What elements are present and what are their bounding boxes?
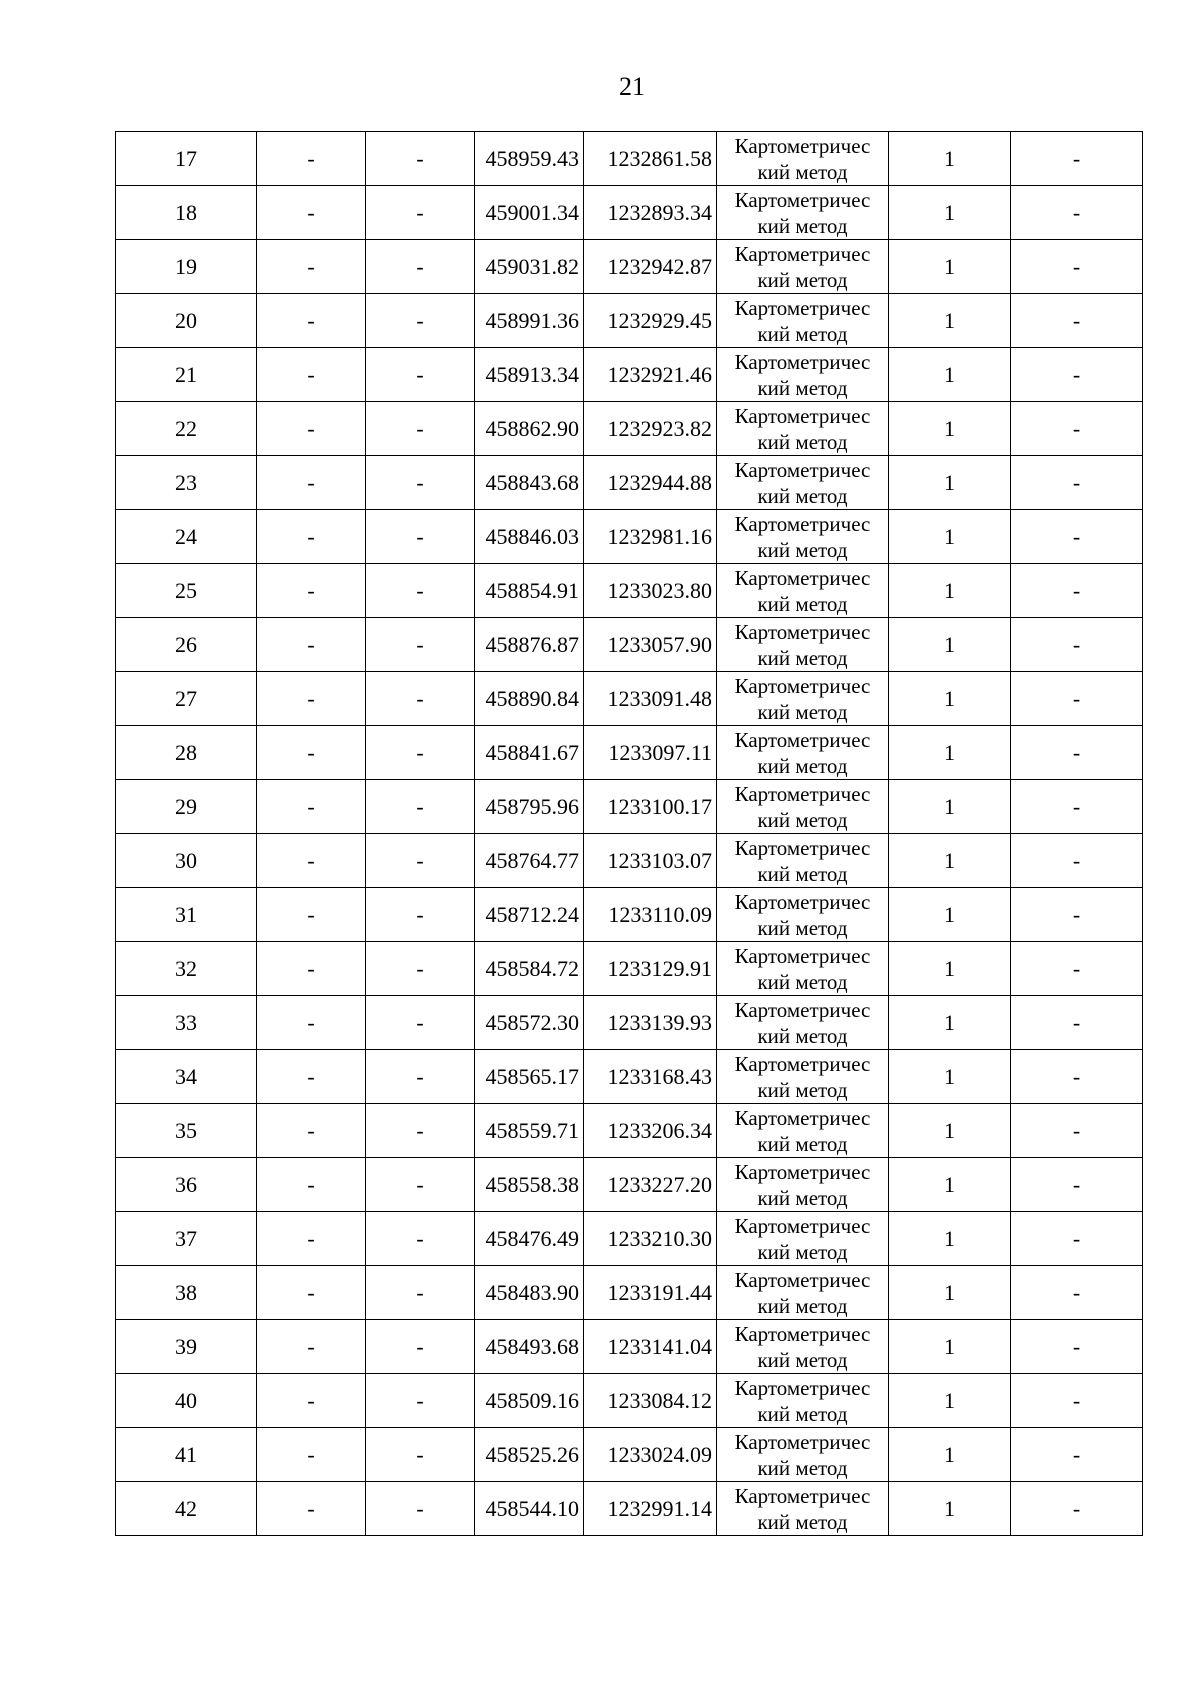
column-8-cell: - — [1011, 780, 1143, 834]
y-coordinate-cell: 1233024.09 — [584, 1428, 717, 1482]
y-coordinate-cell: 1232929.45 — [584, 294, 717, 348]
column-3-cell: - — [366, 240, 475, 294]
column-8-cell: - — [1011, 564, 1143, 618]
x-coordinate-cell: 458559.71 — [475, 1104, 584, 1158]
x-coordinate-cell: 458795.96 — [475, 780, 584, 834]
column-7-cell: 1 — [889, 1266, 1011, 1320]
x-coordinate-cell: 458572.30 — [475, 996, 584, 1050]
column-8-cell: - — [1011, 1212, 1143, 1266]
column-7-cell: 1 — [889, 942, 1011, 996]
y-coordinate-cell: 1232923.82 — [584, 402, 717, 456]
method-cell — [717, 1482, 889, 1536]
column-8-cell: - — [1011, 1050, 1143, 1104]
y-coordinate-cell: 1233129.91 — [584, 942, 717, 996]
column-2-cell: - — [257, 996, 366, 1050]
column-2-cell: - — [257, 1158, 366, 1212]
method-cell — [717, 402, 889, 456]
column-8-cell: - — [1011, 510, 1143, 564]
y-coordinate-cell: 1232921.46 — [584, 348, 717, 402]
table-row — [116, 1104, 1143, 1158]
x-coordinate-cell: 458483.90 — [475, 1266, 584, 1320]
y-coordinate-cell: 1233210.30 — [584, 1212, 717, 1266]
method-cell — [717, 348, 889, 402]
column-7-cell: 1 — [889, 672, 1011, 726]
point-number-cell: 37 — [116, 1212, 257, 1266]
method-cell — [717, 1104, 889, 1158]
y-coordinate-cell: 1233023.80 — [584, 564, 717, 618]
column-2-cell: - — [257, 780, 366, 834]
column-3-cell: - — [366, 456, 475, 510]
column-8-cell: - — [1011, 618, 1143, 672]
column-3-cell: - — [366, 510, 475, 564]
x-coordinate-cell: 458846.03 — [475, 510, 584, 564]
coordinates-table — [115, 131, 1143, 1536]
method-line-2: кий метод — [757, 753, 848, 778]
method-cell — [717, 942, 889, 996]
column-2-cell: - — [257, 1050, 366, 1104]
point-number-cell: 17 — [116, 132, 257, 186]
point-number-cell: 27 — [116, 672, 257, 726]
table-row — [116, 456, 1143, 510]
column-8-cell: - — [1011, 996, 1143, 1050]
method-cell — [717, 1266, 889, 1320]
column-8-cell: - — [1011, 1482, 1143, 1536]
point-number-cell: 20 — [116, 294, 257, 348]
method-line-1: Картометричес — [734, 997, 871, 1022]
method-line-1: Картометричес — [734, 349, 871, 374]
column-2-cell: - — [257, 726, 366, 780]
column-2-cell: - — [257, 942, 366, 996]
method-line-2: кий метод — [757, 321, 848, 346]
method-line-1: Картометричес — [734, 1375, 871, 1400]
x-coordinate-cell: 458862.90 — [475, 402, 584, 456]
table-row — [116, 1320, 1143, 1374]
method-line-2: кий метод — [757, 1455, 848, 1480]
method-line-1: Картометричес — [734, 673, 871, 698]
column-3-cell: - — [366, 1320, 475, 1374]
table-row — [116, 132, 1143, 186]
column-7-cell: 1 — [889, 1158, 1011, 1212]
column-8-cell: - — [1011, 1266, 1143, 1320]
column-7-cell: 1 — [889, 1428, 1011, 1482]
method-line-2: кий метод — [757, 375, 848, 400]
column-8-cell: - — [1011, 1374, 1143, 1428]
table-row — [116, 942, 1143, 996]
x-coordinate-cell: 458525.26 — [475, 1428, 584, 1482]
column-7-cell: 1 — [889, 726, 1011, 780]
method-line-1: Картометричес — [734, 1159, 871, 1184]
x-coordinate-cell: 458544.10 — [475, 1482, 584, 1536]
column-7-cell: 1 — [889, 1104, 1011, 1158]
column-3-cell: - — [366, 942, 475, 996]
x-coordinate-cell: 459001.34 — [475, 186, 584, 240]
method-cell — [717, 456, 889, 510]
method-line-1: Картометричес — [734, 1267, 871, 1292]
point-number-cell: 40 — [116, 1374, 257, 1428]
column-3-cell: - — [366, 1104, 475, 1158]
y-coordinate-cell: 1233168.43 — [584, 1050, 717, 1104]
method-cell — [717, 1050, 889, 1104]
point-number-cell: 41 — [116, 1428, 257, 1482]
method-line-1: Картометричес — [734, 1429, 871, 1454]
point-number-cell: 18 — [116, 186, 257, 240]
x-coordinate-cell: 458890.84 — [475, 672, 584, 726]
column-7-cell: 1 — [889, 456, 1011, 510]
x-coordinate-cell: 458476.49 — [475, 1212, 584, 1266]
point-number-cell: 36 — [116, 1158, 257, 1212]
column-3-cell: - — [366, 564, 475, 618]
column-8-cell: - — [1011, 294, 1143, 348]
method-line-1: Картометричес — [734, 1483, 871, 1508]
column-3-cell: - — [366, 1266, 475, 1320]
column-8-cell: - — [1011, 726, 1143, 780]
method-line-1: Картометричес — [734, 187, 871, 212]
column-3-cell: - — [366, 726, 475, 780]
column-2-cell: - — [257, 672, 366, 726]
table-row — [116, 240, 1143, 294]
y-coordinate-cell: 1232981.16 — [584, 510, 717, 564]
column-8-cell: - — [1011, 402, 1143, 456]
column-2-cell: - — [257, 1266, 366, 1320]
point-number-cell: 25 — [116, 564, 257, 618]
x-coordinate-cell: 458558.38 — [475, 1158, 584, 1212]
column-7-cell: 1 — [889, 348, 1011, 402]
x-coordinate-cell: 458854.91 — [475, 564, 584, 618]
method-line-1: Картометричес — [734, 727, 871, 752]
method-line-2: кий метод — [757, 699, 848, 724]
method-line-2: кий метод — [757, 1185, 848, 1210]
column-8-cell: - — [1011, 888, 1143, 942]
y-coordinate-cell: 1233100.17 — [584, 780, 717, 834]
method-cell — [717, 132, 889, 186]
column-2-cell: - — [257, 240, 366, 294]
x-coordinate-cell: 458959.43 — [475, 132, 584, 186]
method-line-2: кий метод — [757, 1509, 848, 1534]
column-7-cell: 1 — [889, 240, 1011, 294]
y-coordinate-cell: 1233191.44 — [584, 1266, 717, 1320]
column-8-cell: - — [1011, 942, 1143, 996]
column-8-cell: - — [1011, 1104, 1143, 1158]
table-row — [116, 780, 1143, 834]
column-8-cell: - — [1011, 1428, 1143, 1482]
y-coordinate-cell: 1233091.48 — [584, 672, 717, 726]
method-line-2: кий метод — [757, 645, 848, 670]
point-number-cell: 35 — [116, 1104, 257, 1158]
column-2-cell: - — [257, 186, 366, 240]
method-line-2: кий метод — [757, 1077, 848, 1102]
method-cell — [717, 564, 889, 618]
column-8-cell: - — [1011, 240, 1143, 294]
column-2-cell: - — [257, 1374, 366, 1428]
column-2-cell: - — [257, 402, 366, 456]
column-7-cell: 1 — [889, 1482, 1011, 1536]
column-7-cell: 1 — [889, 402, 1011, 456]
column-7-cell: 1 — [889, 294, 1011, 348]
column-3-cell: - — [366, 888, 475, 942]
method-line-2: кий метод — [757, 591, 848, 616]
column-3-cell: - — [366, 186, 475, 240]
column-3-cell: - — [366, 996, 475, 1050]
point-number-cell: 22 — [116, 402, 257, 456]
method-line-2: кий метод — [757, 1131, 848, 1156]
x-coordinate-cell: 458913.34 — [475, 348, 584, 402]
y-coordinate-cell: 1233103.07 — [584, 834, 717, 888]
method-line-2: кий метод — [757, 213, 848, 238]
column-2-cell: - — [257, 834, 366, 888]
column-3-cell: - — [366, 834, 475, 888]
point-number-cell: 29 — [116, 780, 257, 834]
column-8-cell: - — [1011, 834, 1143, 888]
method-cell — [717, 1320, 889, 1374]
column-7-cell: 1 — [889, 996, 1011, 1050]
column-7-cell: 1 — [889, 186, 1011, 240]
column-7-cell: 1 — [889, 132, 1011, 186]
method-cell — [717, 726, 889, 780]
table-row — [116, 510, 1143, 564]
y-coordinate-cell: 1233097.11 — [584, 726, 717, 780]
y-coordinate-cell: 1232893.34 — [584, 186, 717, 240]
column-3-cell: - — [366, 348, 475, 402]
method-cell — [717, 1428, 889, 1482]
column-8-cell: - — [1011, 1320, 1143, 1374]
table-row — [116, 1050, 1143, 1104]
column-3-cell: - — [366, 1158, 475, 1212]
point-number-cell: 30 — [116, 834, 257, 888]
method-cell — [717, 996, 889, 1050]
table-row — [116, 402, 1143, 456]
method-line-2: кий метод — [757, 429, 848, 454]
y-coordinate-cell: 1232942.87 — [584, 240, 717, 294]
method-line-2: кий метод — [757, 537, 848, 562]
column-3-cell: - — [366, 618, 475, 672]
column-2-cell: - — [257, 1212, 366, 1266]
method-cell — [717, 672, 889, 726]
x-coordinate-cell: 458712.24 — [475, 888, 584, 942]
x-coordinate-cell: 458876.87 — [475, 618, 584, 672]
method-cell — [717, 1158, 889, 1212]
method-line-1: Картометричес — [734, 1051, 871, 1076]
table-row — [116, 1374, 1143, 1428]
column-7-cell: 1 — [889, 888, 1011, 942]
method-line-1: Картометричес — [734, 1213, 871, 1238]
column-2-cell: - — [257, 1320, 366, 1374]
point-number-cell: 39 — [116, 1320, 257, 1374]
table-row — [116, 996, 1143, 1050]
table-row — [116, 1212, 1143, 1266]
method-cell — [717, 888, 889, 942]
y-coordinate-cell: 1233227.20 — [584, 1158, 717, 1212]
point-number-cell: 42 — [116, 1482, 257, 1536]
table-row — [116, 1266, 1143, 1320]
method-line-1: Картометричес — [734, 511, 871, 536]
point-number-cell: 23 — [116, 456, 257, 510]
point-number-cell: 38 — [116, 1266, 257, 1320]
column-8-cell: - — [1011, 348, 1143, 402]
method-line-2: кий метод — [757, 159, 848, 184]
y-coordinate-cell: 1233084.12 — [584, 1374, 717, 1428]
x-coordinate-cell: 458584.72 — [475, 942, 584, 996]
column-7-cell: 1 — [889, 510, 1011, 564]
x-coordinate-cell: 458843.68 — [475, 456, 584, 510]
column-2-cell: - — [257, 888, 366, 942]
column-3-cell: - — [366, 672, 475, 726]
method-line-1: Картометричес — [734, 889, 871, 914]
method-cell — [717, 1374, 889, 1428]
table-row — [116, 834, 1143, 888]
point-number-cell: 32 — [116, 942, 257, 996]
x-coordinate-cell: 458493.68 — [475, 1320, 584, 1374]
point-number-cell: 33 — [116, 996, 257, 1050]
column-7-cell: 1 — [889, 564, 1011, 618]
y-coordinate-cell: 1233139.93 — [584, 996, 717, 1050]
method-line-2: кий метод — [757, 1347, 848, 1372]
column-8-cell: - — [1011, 672, 1143, 726]
method-cell — [717, 186, 889, 240]
column-2-cell: - — [257, 618, 366, 672]
method-cell — [717, 1212, 889, 1266]
column-7-cell: 1 — [889, 780, 1011, 834]
method-line-1: Картометричес — [734, 835, 871, 860]
point-number-cell: 19 — [116, 240, 257, 294]
method-line-2: кий метод — [757, 1293, 848, 1318]
method-cell — [717, 780, 889, 834]
point-number-cell: 24 — [116, 510, 257, 564]
column-7-cell: 1 — [889, 834, 1011, 888]
method-line-1: Картометричес — [734, 133, 871, 158]
y-coordinate-cell: 1232991.14 — [584, 1482, 717, 1536]
column-2-cell: - — [257, 1104, 366, 1158]
x-coordinate-cell: 458991.36 — [475, 294, 584, 348]
method-line-2: кий метод — [757, 267, 848, 292]
method-line-2: кий метод — [757, 915, 848, 940]
column-7-cell: 1 — [889, 618, 1011, 672]
y-coordinate-cell: 1232861.58 — [584, 132, 717, 186]
y-coordinate-cell: 1233110.09 — [584, 888, 717, 942]
column-3-cell: - — [366, 1428, 475, 1482]
column-3-cell: - — [366, 1482, 475, 1536]
method-line-1: Картометричес — [734, 619, 871, 644]
method-line-2: кий метод — [757, 1023, 848, 1048]
method-line-1: Картометричес — [734, 457, 871, 482]
column-2-cell: - — [257, 294, 366, 348]
y-coordinate-cell: 1232944.88 — [584, 456, 717, 510]
point-number-cell: 34 — [116, 1050, 257, 1104]
page-number: 21 — [619, 72, 645, 101]
method-line-1: Картометричес — [734, 565, 871, 590]
method-cell — [717, 510, 889, 564]
table-row — [116, 186, 1143, 240]
column-2-cell: - — [257, 510, 366, 564]
method-cell — [717, 294, 889, 348]
table-row — [116, 618, 1143, 672]
method-cell — [717, 240, 889, 294]
table-row — [116, 672, 1143, 726]
point-number-cell: 31 — [116, 888, 257, 942]
table-row — [116, 294, 1143, 348]
point-number-cell: 28 — [116, 726, 257, 780]
table-row — [116, 726, 1143, 780]
column-8-cell: - — [1011, 456, 1143, 510]
y-coordinate-cell: 1233206.34 — [584, 1104, 717, 1158]
table-row — [116, 1482, 1143, 1536]
table-row — [116, 1428, 1143, 1482]
table-row — [116, 348, 1143, 402]
column-8-cell: - — [1011, 1158, 1143, 1212]
x-coordinate-cell: 458565.17 — [475, 1050, 584, 1104]
column-3-cell: - — [366, 780, 475, 834]
column-2-cell: - — [257, 564, 366, 618]
method-line-1: Картометричес — [734, 403, 871, 428]
column-2-cell: - — [257, 1428, 366, 1482]
x-coordinate-cell: 458841.67 — [475, 726, 584, 780]
method-line-1: Картометричес — [734, 1321, 871, 1346]
method-line-1: Картометричес — [734, 781, 871, 806]
table-row — [116, 888, 1143, 942]
column-7-cell: 1 — [889, 1212, 1011, 1266]
method-line-1: Картометричес — [734, 295, 871, 320]
column-8-cell: - — [1011, 132, 1143, 186]
point-number-cell: 26 — [116, 618, 257, 672]
point-number-cell: 21 — [116, 348, 257, 402]
column-3-cell: - — [366, 1050, 475, 1104]
column-3-cell: - — [366, 294, 475, 348]
column-3-cell: - — [366, 402, 475, 456]
table-row — [116, 564, 1143, 618]
y-coordinate-cell: 1233141.04 — [584, 1320, 717, 1374]
column-2-cell: - — [257, 132, 366, 186]
x-coordinate-cell: 458764.77 — [475, 834, 584, 888]
method-line-2: кий метод — [757, 807, 848, 832]
column-2-cell: - — [257, 1482, 366, 1536]
table-row — [116, 1158, 1143, 1212]
column-3-cell: - — [366, 1374, 475, 1428]
method-cell — [717, 618, 889, 672]
method-line-2: кий метод — [757, 861, 848, 886]
x-coordinate-cell: 459031.82 — [475, 240, 584, 294]
column-7-cell: 1 — [889, 1050, 1011, 1104]
method-line-2: кий метод — [757, 1239, 848, 1264]
method-cell — [717, 834, 889, 888]
x-coordinate-cell: 458509.16 — [475, 1374, 584, 1428]
method-line-1: Картометричес — [734, 943, 871, 968]
method-line-2: кий метод — [757, 483, 848, 508]
method-line-2: кий метод — [757, 969, 848, 994]
column-2-cell: - — [257, 456, 366, 510]
column-3-cell: - — [366, 1212, 475, 1266]
column-3-cell: - — [366, 132, 475, 186]
method-line-1: Картометричес — [734, 1105, 871, 1130]
table-body — [116, 132, 1143, 1536]
column-2-cell: - — [257, 348, 366, 402]
y-coordinate-cell: 1233057.90 — [584, 618, 717, 672]
method-line-2: кий метод — [757, 1401, 848, 1426]
column-7-cell: 1 — [889, 1374, 1011, 1428]
column-8-cell: - — [1011, 186, 1143, 240]
column-7-cell: 1 — [889, 1320, 1011, 1374]
method-line-1: Картометричес — [734, 241, 871, 266]
